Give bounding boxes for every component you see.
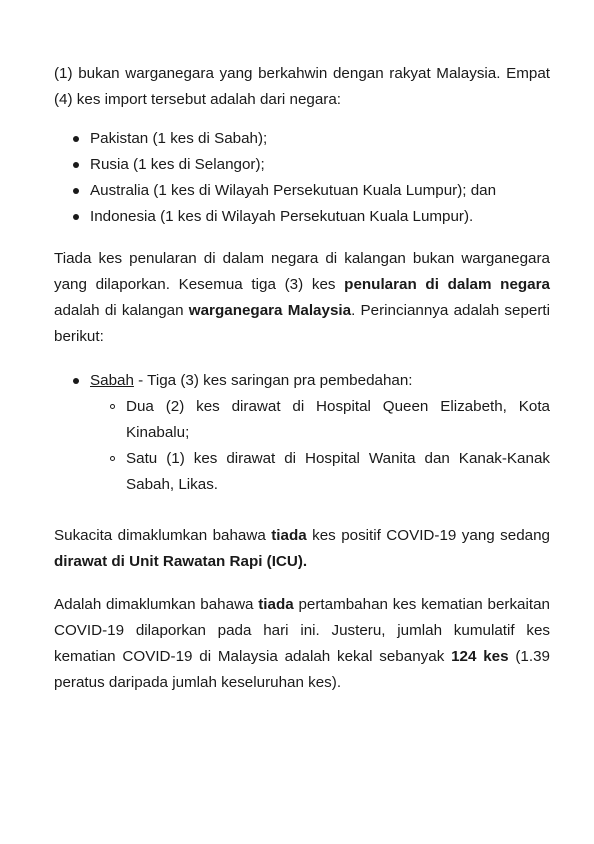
list-item: Australia (1 kes di Wilayah Persekutuan Kuala Lumpur); dan — [54, 178, 550, 204]
import-countries-list — [54, 126, 550, 230]
state-breakdown-list — [54, 368, 550, 498]
list-item: Pakistan (1 kes di Sabah); — [54, 126, 550, 152]
paragraph-import-cases: (1) bukan warganegara yang berkahwin dengan rakyat Malaysia. Empat (4) kes import tersebut adalah dari negara: — [54, 65, 550, 108]
paragraph-icu: Sukacita dimaklumkan bahawa tiada kes positif COVID-19 yang sedang dirawat di Unit Rawatan Rapi (ICU). — [54, 527, 550, 570]
paragraph-deaths: Adalah dimaklumkan bahawa tiada pertambahan kes kematian berkaitan COVID-19 dilaporkan pada hari ini. Justeru, jumlah kumulatif kes kematian COVID-19 di Malaysia adalah kekal sebanyak 124 kes (1.39 peratus daripada jumlah keseluruhan kes). — [54, 596, 550, 691]
bullet-icon — [73, 188, 79, 194]
list-item: Indonesia (1 kes di Wilayah Persekutuan Kuala Lumpur). — [54, 204, 550, 230]
hospital-sublist — [90, 394, 550, 498]
sublist-item: Dua (2) kes dirawat di Hospital Queen Elizabeth, Kota Kinabalu; — [90, 394, 550, 446]
bullet-icon — [73, 162, 79, 168]
bullet-icon — [73, 378, 79, 384]
bullet-icon — [73, 136, 79, 142]
hollow-bullet-icon — [110, 404, 115, 409]
state-name: Sabah — [90, 372, 134, 389]
hollow-bullet-icon — [110, 456, 115, 461]
sublist-item: Satu (1) kes dirawat di Hospital Wanita dan Kanak-Kanak Sabah, Likas. — [90, 446, 550, 498]
paragraph-local-transmission: Tiada kes penularan di dalam negara di kalangan bukan warganegara yang dilaporkan. Kesemua tiga (3) kes penularan di dalam negara adalah di kalangan warganegara Malaysia. Perinciannya adalah seperti berikut: — [54, 250, 550, 345]
list-item: Rusia (1 kes di Selangor); — [54, 152, 550, 178]
bullet-icon — [73, 214, 79, 220]
list-item-sabah: Sabah - Tiga (3) kes saringan pra pembedahan: Dua (2) kes dirawat di Hospital Queen Elizabeth, Kota Kinabalu; Satu (1) kes dirawat di Hospital Wanita dan Kanak-Kanak Sabah, Likas. — [54, 368, 550, 498]
